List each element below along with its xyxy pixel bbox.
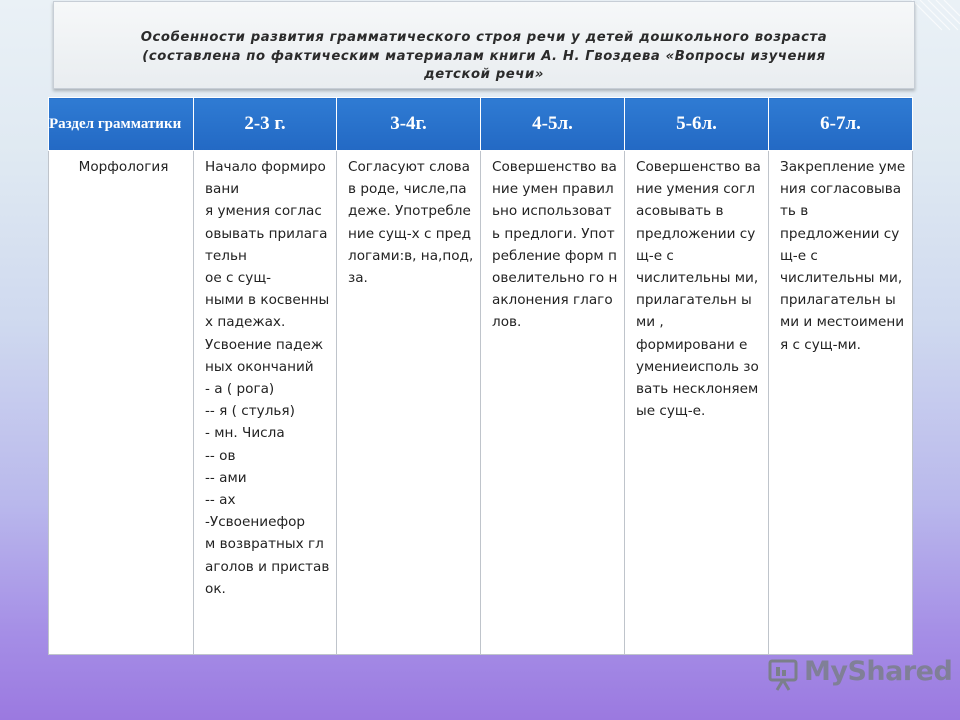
header-age-6-7: 6-7л.: [769, 98, 913, 151]
header-age-4-5: 4-5л.: [481, 98, 625, 151]
myshared-watermark: [768, 656, 953, 696]
header-grammar-section: Раздел грамматики: [49, 98, 194, 151]
slide-title: [53, 1, 915, 89]
cell-age-4-5: Совершенство вание умен правильно использовать предлоги. Употребление форм повелительно го наклонения глаголов.: [481, 151, 625, 655]
header-age-2-3: 2-3 г.: [194, 98, 337, 151]
cell-age-2-3: Начало формировани я умения согласовывать прилагательн ое с сущ- ными в косвенных падежах. Усвоение падежных окончаний - а ( рога) -- я ( стулья) - мн. Числа -- ов -- ами -- ах -Усвоениефор м возвратных глаголов и приставок.: [194, 151, 337, 655]
header-age-5-6: 5-6л.: [625, 98, 769, 151]
header-age-3-4: 3-4г.: [337, 98, 481, 151]
table-header-row: [49, 98, 913, 151]
title-line-3: детской речи»: [424, 67, 544, 82]
presentation-screen-icon: [768, 658, 800, 692]
title-line-1: Особенности развития грамматического строя речи у детей дошкольного возраста: [140, 30, 828, 45]
cell-age-6-7: Закрепление умения согласовывать в предложении сущ-е с числительны ми, прилагательн ыми и местоимения с сущ-ми.: [769, 151, 913, 655]
cell-section-morphology: Морфология: [49, 151, 194, 655]
title-line-2: (составлена по фактическим материалам книги А. Н. Гвоздева «Вопросы изучения: [142, 48, 826, 64]
watermark-text: MyShared: [804, 656, 953, 687]
cell-age-3-4: Согласуют слова в роде, числе,падеже. Употребление сущ-х с предлогами:в, на,под,за.: [337, 151, 481, 655]
grammar-development-table: [48, 97, 913, 655]
table-row-morphology: [49, 151, 913, 655]
cell-age-5-6: Совершенство вание умения согласовывать в предложении сущ-е с числительны ми, прилагательн ыми , формировани е умениеисполь зовать несклоняемые сущ-е.: [625, 151, 769, 655]
